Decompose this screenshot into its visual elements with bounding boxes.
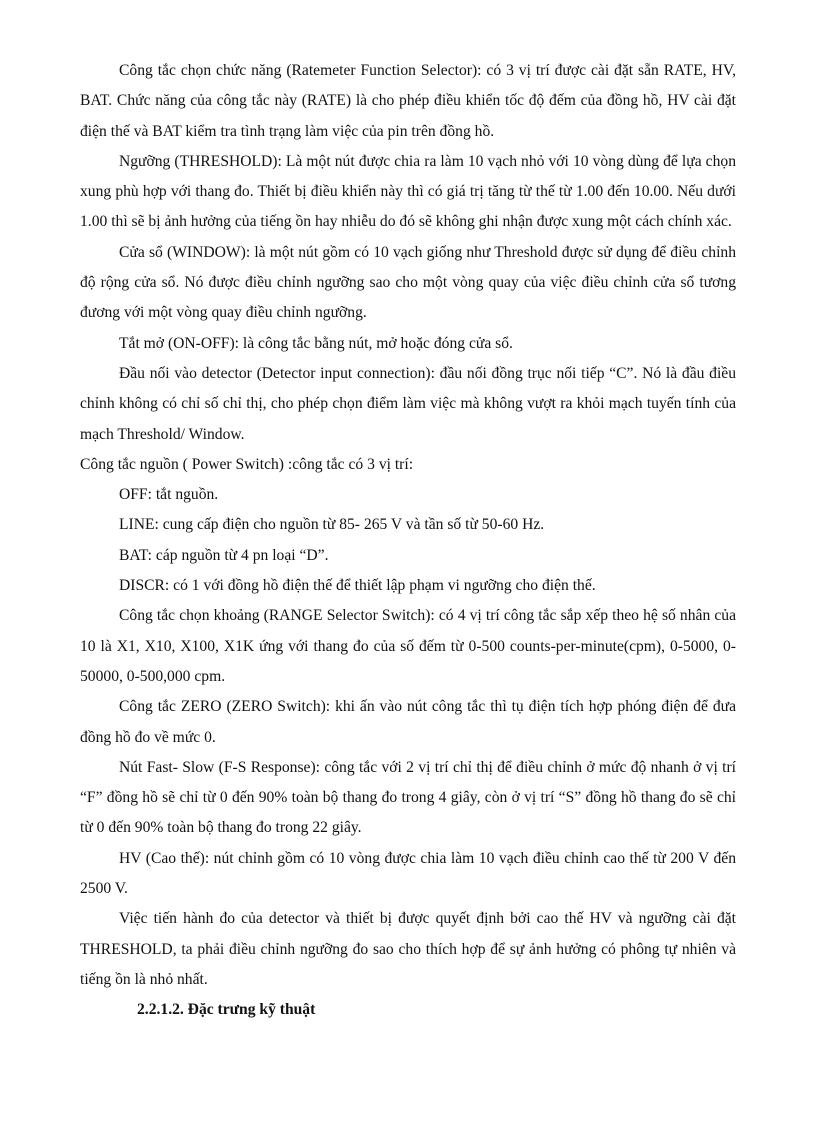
- paragraph-on-off: Tắt mở (ON-OFF): là công tắc bằng nút, mở hoặc đóng cửa sổ.: [119, 334, 513, 352]
- paragraph-bat: BAT: cáp nguồn từ 4 pn loại “D”.: [119, 546, 329, 564]
- document-page: [80, 56, 736, 1026]
- paragraph-off: OFF: tắt nguồn.: [119, 486, 219, 504]
- paragraph-range-selector: Công tắc chọn khoảng (RANGE Selector Switch): có 4 vị trí công tắc sắp xếp theo hệ số nhân của 10 là X1, X10, X100, X1K ứng với thang đo của số đếm từ 0-500 counts-per-minute(cpm), 0-5000, 0-50000, 0-500,000 cpm.: [80, 607, 736, 685]
- paragraph-detector-input: Đầu nối vào detector (Detector input connection): đầu nối đồng trục nối tiếp “C”. Nó là đầu điều chỉnh không có chỉ số chỉ thị, cho phép chọn điểm làm việc mà không vượt ra khỏi mạch tuyến tính của mạch Threshold/ Window.: [80, 364, 736, 443]
- section-heading: 2.2.1.2. Đặc trưng kỹ thuật: [137, 1001, 316, 1019]
- paragraph-line: LINE: cung cấp điện cho nguồn từ 85- 265 V và tần số từ 50-60 Hz.: [119, 516, 545, 534]
- paragraph-threshold: Ngưỡng (THRESHOLD): Là một nút được chia ra làm 10 vạch nhỏ với 10 vòng dùng để lựa chọn xung phù hợp với thang đo. Thiết bị điều khiển này thì có giá trị tăng từ thế từ 1.00 đến 10.00. Nếu dưới 1.00 thì sẽ bị ảnh hưởng của tiếng ồn hay nhiễu do đó sẽ không ghi nhận được xung một cách chính xác.: [80, 152, 736, 231]
- paragraph-fast-slow: Nút Fast- Slow (F-S Response): công tắc với 2 vị trí chỉ thị để điều chỉnh ở mức độ nhanh ở vị trí “F” đồng hồ sẽ chỉ từ 0 đến 90% toàn bộ thang đo trong 4 giây, còn ở vị trí “S” đồng hồ thang đo sẽ chỉ từ 0 đến 90% toàn bộ thang đo trong 22 giây.: [80, 758, 736, 837]
- paragraph-measurement: Việc tiến hành đo của detector và thiết bị được quyết định bởi cao thế HV và ngưỡng cài đặt THRESHOLD, ta phải điều chỉnh ngưỡng đo sao cho thích hợp để sự ảnh hưởng có phông tự nhiên và tiếng ồn là nhỏ nhất.: [80, 910, 736, 988]
- paragraph-window: Cửa sổ (WINDOW): là một nút gồm có 10 vạch giống như Threshold được sử dụng để điều chỉnh độ rộng cửa sổ. Nó được điều chỉnh ngưỡng sao cho một vòng quay của việc điều chỉnh cửa sổ tương đương với một vòng quay điều chỉnh ngưỡng.: [80, 243, 736, 322]
- paragraph-power-switch: Công tắc nguồn ( Power Switch) :công tắc có 3 vị trí:: [80, 455, 414, 473]
- paragraph-hv: HV (Cao thế): nút chỉnh gồm có 10 vòng được chia làm 10 vạch điều chỉnh cao thế từ 200 V đến 2500 V.: [80, 849, 736, 898]
- paragraph-zero-switch: Công tắc ZERO (ZERO Switch): khi ấn vào nút công tắc thì tụ điện tích hợp phóng điện để đưa đồng hồ đo về mức 0.: [80, 698, 736, 746]
- paragraph-discr: DISCR: có 1 với đồng hồ điện thế để thiết lập phạm vi ngưỡng cho điện thế.: [119, 577, 596, 595]
- paragraph-function-selector: Công tắc chọn chức năng (Ratemeter Function Selector): có 3 vị trí được cài đặt sẵn RATE, HV, BAT. Chức năng của công tắc này (RATE) là cho phép điều khiển tốc độ đếm của đồng hồ, HV cài đặt điện thế và BAT kiểm tra tình trạng làm việc của pin trên đồng hồ.: [80, 62, 736, 140]
